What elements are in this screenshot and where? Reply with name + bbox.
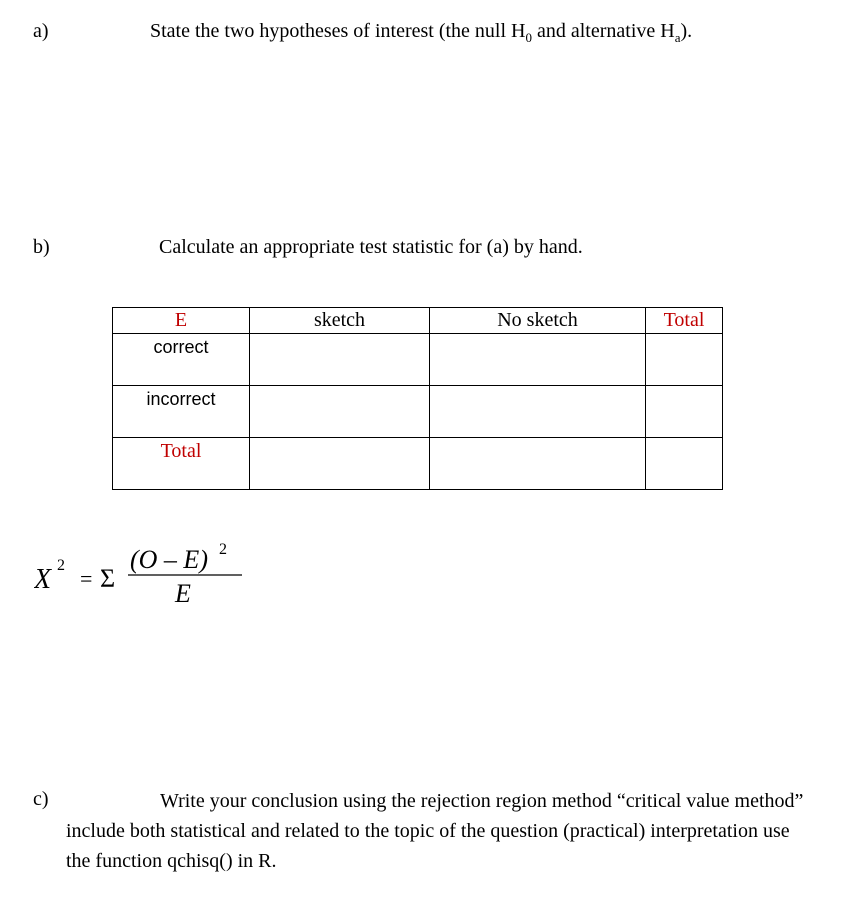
alt-subscript: a <box>674 30 681 45</box>
formula-denominator: E <box>175 579 191 608</box>
column-header-sketch: sketch <box>250 308 430 334</box>
row-label-correct: correct <box>113 334 250 386</box>
cell-correct-sketch[interactable] <box>250 334 430 386</box>
cell-correct-total[interactable] <box>646 334 723 386</box>
row-label-incorrect: incorrect <box>113 386 250 438</box>
cell-grand-total[interactable] <box>646 438 723 490</box>
part-a-text-middle: and alternative H <box>531 20 675 42</box>
row-label-total: Total <box>113 438 250 490</box>
part-a-label: a) <box>33 20 49 42</box>
table-row-total <box>113 438 723 490</box>
table-corner-cell: E <box>113 308 250 334</box>
part-a-question <box>150 20 692 46</box>
part-a-text-before: State the two hypotheses of interest (the null H <box>150 20 526 42</box>
cell-incorrect-total[interactable] <box>646 386 723 438</box>
cell-incorrect-no-sketch[interactable] <box>430 386 646 438</box>
cell-total-sketch[interactable] <box>250 438 430 490</box>
table-row-incorrect <box>113 386 723 438</box>
part-a-text-after: ). <box>680 20 693 42</box>
part-c-question <box>66 786 806 876</box>
table-row-correct <box>113 334 723 386</box>
expected-counts-table <box>112 307 723 490</box>
cell-total-no-sketch[interactable] <box>430 438 646 490</box>
equals-sign: = <box>80 566 93 591</box>
part-b-question: Calculate an appropriate test statistic for (a) by hand. <box>159 236 583 258</box>
part-b-label: b) <box>33 236 50 258</box>
column-header-total: Total <box>646 308 723 334</box>
cell-incorrect-sketch[interactable] <box>250 386 430 438</box>
null-subscript: 0 <box>525 30 532 45</box>
sum-symbol: Σ <box>100 564 116 593</box>
part-c-text: Write your conclusion using the rejection region method “critical value method” include both statistical and related to the topic of the question (practical) interpretation use the function qchisq() in R. <box>66 790 804 872</box>
formula-numerator: (O – E) <box>130 545 208 574</box>
chi-square-formula <box>34 532 264 612</box>
numerator-exponent: 2 <box>219 541 227 558</box>
chi-exponent: 2 <box>57 557 65 574</box>
chi-symbol: X <box>34 564 52 595</box>
column-header-no-sketch: No sketch <box>430 308 646 334</box>
table-header-row <box>113 308 723 334</box>
part-c-label: c) <box>33 788 49 810</box>
cell-correct-no-sketch[interactable] <box>430 334 646 386</box>
